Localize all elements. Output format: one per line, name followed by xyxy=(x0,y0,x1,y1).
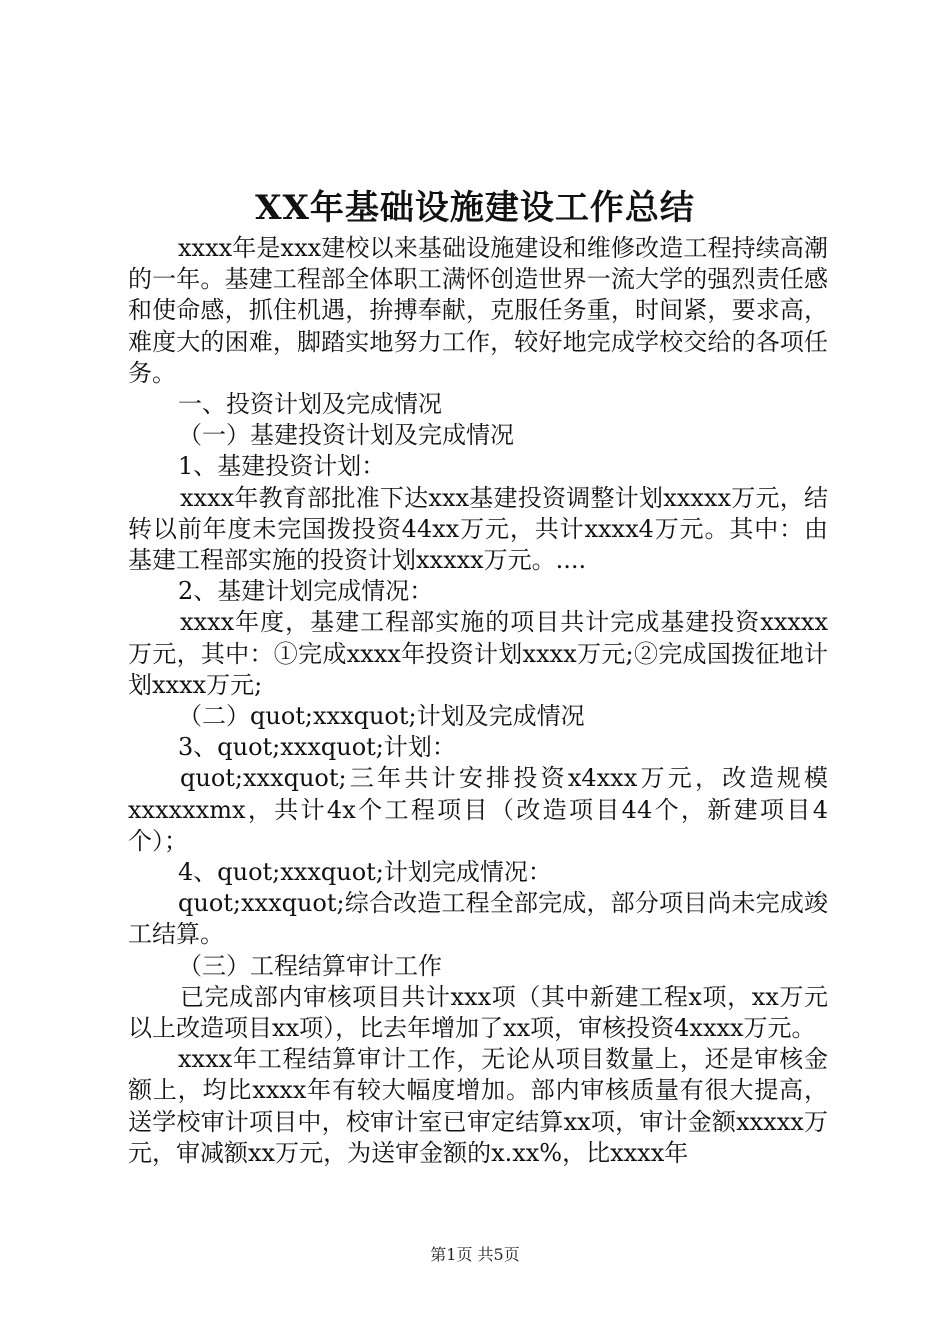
paragraph-audit-items: 已完成部内审核项目共计xxx项（其中新建工程x项，xx万元以上改造项目xx项），比去年增加了xx项，审核投资4xxxx万元。 xyxy=(128,982,828,1043)
document-title: XX年基础设施建设工作总结 xyxy=(255,188,695,228)
page-footer: 第1页 共5页 xyxy=(430,1245,520,1264)
paragraph-audit-summary: xxxx年工程结算审计工作，无论从项目数量上，还是审核金额上，均比xxxx年有较大幅度增加。部内审核质量有很大提高，送学校审计项目中，校审计室已审定结算xx项，审计金额xxxxx万元，审减额xx万元，为送审金额的x.xx%，比xxxx年 xyxy=(128,1045,828,1167)
document-body xyxy=(128,233,828,1169)
paragraph-intro: xxxx年是xxx建校以来基础设施建设和维修改造工程持续高潮的一年。基建工程部全体职工满怀创造世界一流大学的强烈责任感和使命感，抓住机遇，拚搏奉献，克服任务重，时间紧，要求高，难度大的困难，脚踏实地努力工作，较好地完成学校交给的各项任务。 xyxy=(128,234,828,387)
item-xxx-plan-completion: 4、quot;xxxquot;计划完成情况： xyxy=(178,858,552,887)
paragraph-plan-completion: xxxx年度，基建工程部实施的项目共计完成基建投资xxxxx万元，其中：①完成xxxx年投资计划xxxx万元;②完成国拨征地计划xxxx万元; xyxy=(128,608,828,699)
item-plan-completion: 2、基建计划完成情况： xyxy=(178,577,434,606)
paragraph-capital-plan: xxxx年教育部批准下达xxx基建投资调整计划xxxxx万元，结转以前年度未完国拨投资44xx万元，共计xxxx4万元。其中：由基建工程部实施的投资计划xxxxx万元。.... xyxy=(128,483,828,575)
subheading-audit: （三）工程结算审计工作 xyxy=(178,951,442,980)
heading-investment-plan: 一、投资计划及完成情况 xyxy=(178,390,442,419)
subheading-capital-plan: （一）基建投资计划及完成情况 xyxy=(178,421,514,450)
item-capital-plan: 1、基建投资计划： xyxy=(178,452,386,481)
subheading-xxx-plan: （二）quot;xxxquot;计划及完成情况 xyxy=(178,702,585,731)
item-xxx-plan: 3、quot;xxxquot;计划： xyxy=(178,733,456,762)
paragraph-xxx-plan: quot;xxxquot;三年共计安排投资x4xxx万元，改造规模xxxxxxmx，共计4x个工程项目（改造项目44个，新建项目4个）； xyxy=(128,764,828,855)
paragraph-xxx-plan-completion: quot;xxxquot;综合改造工程全部完成，部分项目尚未完成竣工结算。 xyxy=(128,889,828,949)
